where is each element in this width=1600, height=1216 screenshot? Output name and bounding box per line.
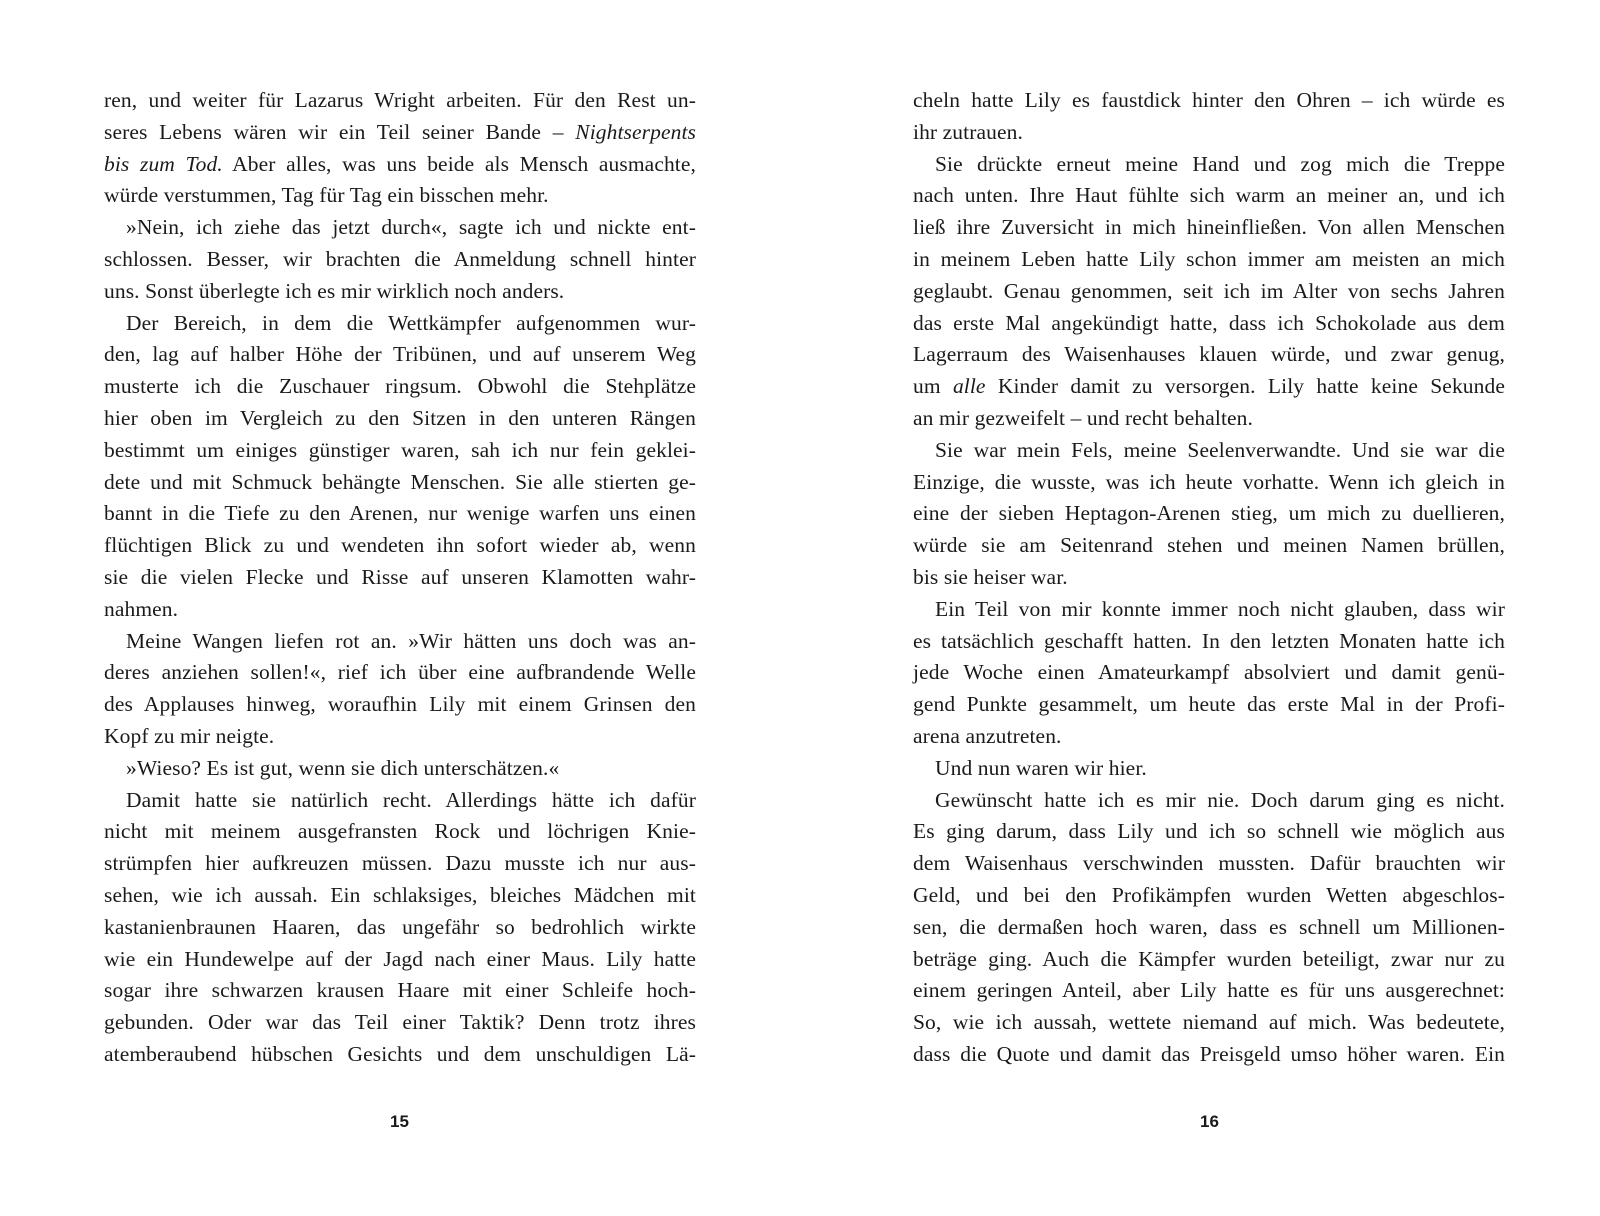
text-line — [913, 117, 1505, 149]
text-segment: Lagerraum des Waisenhauses klauen würde, und zwar genug, — [913, 342, 1505, 367]
text-line — [104, 149, 696, 181]
text-line — [913, 1039, 1505, 1071]
text-segment: das erste Mal angekündigt hatte, dass ich Schokolade aus dem — [913, 310, 1505, 335]
text-segment: wie ein Hundewelpe auf der Jagd nach einer Maus. Lily hatte — [104, 946, 696, 971]
text-line — [104, 626, 696, 658]
text-segment: Meine Wangen liefen rot an. »Wir hätten uns doch was an- — [126, 628, 696, 653]
text-segment: würde verstummen, Tag für Tag ein bisschen mehr. — [104, 183, 549, 208]
text-segment: sehen, wie ich aussah. Ein schlaksiges, bleiches Mädchen mit — [104, 882, 696, 907]
text-segment: Gewünscht hatte ich es mir nie. Doch darum ging es nicht. — [935, 787, 1505, 812]
text-segment: dem Waisenhaus verschwinden mussten. Dafür brauchten wir — [913, 851, 1505, 876]
text-segment: Geld, und bei den Profikämpfen wurden Wetten abgeschlos- — [913, 882, 1505, 907]
text-line — [913, 180, 1505, 212]
text-line — [913, 848, 1505, 880]
text-line — [104, 403, 696, 435]
text-segment: jede Woche einen Amateurkampf absolviert und damit genü- — [913, 660, 1505, 685]
text-line — [104, 276, 696, 308]
text-segment: Sie drückte erneut meine Hand und zog mich die Treppe — [935, 151, 1505, 176]
text-segment: flüchtigen Blick zu und wendeten ihn sofort wieder ab, wenn — [104, 533, 696, 558]
text-segment: bannt in die Tiefe zu den Arenen, nur wenige warfen uns einen — [104, 501, 696, 526]
text-line — [104, 975, 696, 1007]
text-line — [913, 403, 1505, 435]
text-line — [104, 308, 696, 340]
text-line — [104, 912, 696, 944]
text-line — [104, 244, 696, 276]
text-line — [104, 944, 696, 976]
text-segment: Ein Teil von mir konnte immer noch nicht glauben, dass wir — [935, 596, 1505, 621]
text-segment: nahmen. — [104, 596, 179, 621]
text-segment: schlossen. Besser, wir brachten die Anmeldung schnell hinter — [104, 246, 696, 271]
text-segment: musterte ich die Zuschauer ringsum. Obwohl die Stehplätze — [104, 374, 696, 399]
text-line — [104, 562, 696, 594]
text-line — [913, 657, 1505, 689]
text-line — [104, 689, 696, 721]
italic-text: alle — [952, 374, 986, 399]
text-line — [104, 339, 696, 371]
text-segment: »Nein, ich ziehe das jetzt durch«, sagte ich und nickte ent- — [126, 215, 696, 240]
text-segment: in meinem Leben hatte Lily schon immer am meisten an mich — [913, 246, 1505, 271]
text-segment: des Applauses hinweg, woraufhin Lily mit einem Grinsen den — [104, 692, 696, 717]
text-segment: Damit hatte sie natürlich recht. Allerdings hätte ich dafür — [126, 787, 696, 812]
page-number-right: 16 — [1200, 1112, 1219, 1131]
text-segment: Und nun waren wir hier. — [935, 755, 1147, 780]
text-line — [913, 85, 1505, 117]
text-line — [913, 753, 1505, 785]
text-segment: ihr zutrauen. — [913, 119, 1023, 144]
text-line — [104, 1007, 696, 1039]
text-segment: strümpfen hier aufkreuzen müssen. Dazu musste ich nur aus- — [104, 851, 696, 876]
text-line — [913, 276, 1505, 308]
text-line — [104, 816, 696, 848]
text-segment: »Wieso? Es ist gut, wenn sie dich unterschätzen.« — [126, 755, 560, 780]
text-segment: es tatsächlich geschafft hatten. In den letzten Monaten hatte ich — [913, 628, 1505, 653]
text-line — [913, 467, 1505, 499]
text-segment: an mir gezweifelt – und recht behalten. — [913, 405, 1253, 430]
text-segment: arena anzutreten. — [913, 723, 1062, 748]
text-line — [913, 244, 1505, 276]
text-segment: bestimmt um einiges günstiger waren, sah ich nur fein geklei- — [104, 437, 696, 462]
text-segment: dete und mit Schmuck behängte Menschen. Sie alle stierten ge- — [104, 469, 696, 494]
text-line — [913, 498, 1505, 530]
text-line — [913, 308, 1505, 340]
text-segment: geglaubt. Genau genommen, seit ich im Alter von sechs Jahren — [913, 278, 1505, 303]
text-line — [913, 435, 1505, 467]
text-segment: nicht mit meinem ausgefransten Rock und löchrigen Knie- — [104, 819, 696, 844]
text-line — [913, 880, 1505, 912]
text-segment: Kopf zu mir neigte. — [104, 723, 275, 748]
text-segment: eine der sieben Heptagon-Arenen stieg, um mich zu duellieren, — [913, 501, 1505, 526]
text-segment: gend Punkte gesammelt, um heute das erste Mal in der Profi- — [913, 692, 1505, 717]
text-line — [913, 149, 1505, 181]
text-line — [104, 371, 696, 403]
text-line — [104, 880, 696, 912]
text-line — [104, 657, 696, 689]
text-line — [104, 467, 696, 499]
text-line — [913, 1007, 1505, 1039]
text-segment: ren, und weiter für Lazarus Wright arbeiten. Für den Rest un- — [104, 88, 696, 112]
text-segment: nach unten. Ihre Haut fühlte sich warm an meiner an, und ich — [913, 183, 1505, 208]
text-line — [913, 371, 1505, 403]
text-segment: würde sie am Seitenrand stehen und meinen Namen brüllen, — [913, 533, 1505, 558]
text-line — [913, 594, 1505, 626]
text-line — [913, 212, 1505, 244]
text-segment: um — [913, 374, 953, 399]
text-line — [913, 944, 1505, 976]
text-segment: uns. Sonst überlegte ich es mir wirklich noch anders. — [104, 278, 565, 303]
text-line — [104, 498, 696, 530]
text-segment: bis sie heiser war. — [913, 564, 1068, 589]
text-segment: Aber alles, was uns beide als Mensch ausmachte, — [222, 151, 696, 176]
text-line — [913, 339, 1505, 371]
text-segment: gebunden. Oder war das Teil einer Taktik? Denn trotz ihres — [104, 1010, 696, 1035]
text-segment: einem geringen Anteil, aber Lily hatte es für uns ausgerechnet: — [913, 978, 1505, 1003]
text-segment: Sie war mein Fels, meine Seelenverwandte. Und sie war die — [935, 437, 1505, 462]
text-line — [104, 785, 696, 817]
text-line — [913, 975, 1505, 1007]
text-segment: Kinder damit zu versorgen. Lily hatte keine Sekunde — [985, 374, 1505, 399]
text-line — [913, 626, 1505, 658]
text-line — [913, 530, 1505, 562]
text-line — [913, 689, 1505, 721]
page-number-left: 15 — [390, 1112, 409, 1131]
text-line — [104, 1039, 696, 1071]
text-segment: sen, die dermaßen hoch waren, dass es schnell um Millionen- — [913, 914, 1505, 939]
text-segment: cheln hatte Lily es faustdick hinter den Ohren – ich würde es — [913, 88, 1505, 112]
text-line — [913, 721, 1505, 753]
text-segment: atemberaubend hübschen Gesichts und dem unschuldigen Lä- — [104, 1041, 696, 1066]
text-segment: So, wie ich aussah, wettete niemand auf mich. Was bedeutete, — [913, 1010, 1505, 1035]
text-line — [104, 721, 696, 753]
text-segment: hier oben im Vergleich zu den Sitzen in den unteren Rängen — [104, 405, 696, 430]
text-segment: kastanienbraunen Haaren, das ungefähr so bedrohlich wirkte — [104, 914, 696, 939]
text-line — [913, 562, 1505, 594]
text-line — [913, 912, 1505, 944]
text-segment: Es ging darum, dass Lily und ich so schnell wie möglich aus — [913, 819, 1505, 844]
text-segment: sogar ihre schwarzen krausen Haare mit einer Schleife hoch- — [104, 978, 696, 1003]
text-line — [104, 848, 696, 880]
text-segment: dass die Quote und damit das Preisgeld umso höher waren. Ein — [913, 1041, 1505, 1066]
text-line — [104, 594, 696, 626]
text-segment: sie die vielen Flecke und Risse auf unseren Klamotten wahr- — [104, 564, 696, 589]
left-page-text — [104, 85, 696, 1071]
italic-text: Nightserpents — [575, 119, 696, 144]
text-segment: seres Lebens wären wir ein Teil seiner Bande – — [104, 119, 576, 144]
text-line — [104, 435, 696, 467]
text-line — [104, 180, 696, 212]
text-segment: deres anziehen sollen!«, rief ich über eine aufbrandende Welle — [104, 660, 696, 685]
text-line — [913, 816, 1505, 848]
text-line — [104, 85, 696, 117]
text-segment: Einzige, die wusste, was ich heute vorhatte. Wenn ich gleich in — [913, 469, 1505, 494]
text-line — [104, 212, 696, 244]
right-page-text — [913, 85, 1505, 1071]
text-line — [913, 785, 1505, 817]
text-line — [104, 753, 696, 785]
italic-text: bis zum Tod. — [104, 151, 223, 176]
text-segment: den, lag auf halber Höhe der Tribünen, und auf unserem Weg — [104, 342, 696, 367]
text-line — [104, 530, 696, 562]
text-segment: ließ ihre Zuversicht in mich hineinfließen. Von allen Menschen — [913, 215, 1505, 240]
text-segment: Der Bereich, in dem die Wettkämpfer aufgenommen wur- — [126, 310, 696, 335]
text-segment: beträge ging. Auch die Kämpfer wurden beteiligt, zwar nur zu — [913, 946, 1505, 971]
text-line — [104, 117, 696, 149]
